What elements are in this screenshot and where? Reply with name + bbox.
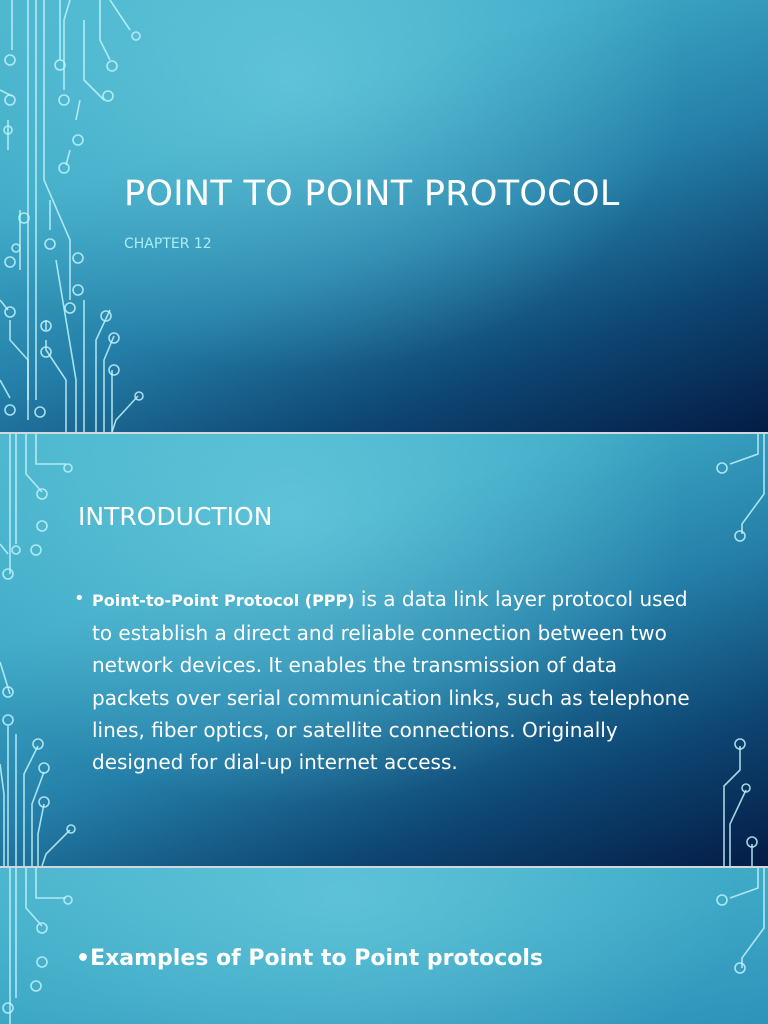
circuit-decoration-icon [0,0,160,432]
slide-title-heading: POINT TO POINT PROTOCOL [124,174,620,214]
slide-examples [0,868,768,1024]
slide-introduction [0,434,768,866]
bullet-paragraph [74,583,694,778]
slide-heading: INTRODUCTION [78,502,273,531]
slide-title [0,0,768,432]
bullet-text: Examples of Point to Point protocols [90,946,544,971]
bullet-text: is a data link layer protocol used to establish a direct and reliable connection between two network devices. It enables the transmission of data packets over serial communication links, such as telephone lines, fiber optics, or satellite connections. Originally designed for dial-up internet access. [92,587,690,775]
bullet-icon: • [76,946,91,971]
slide-subtitle: CHAPTER 12 [124,236,212,252]
examples-bullet [76,946,543,971]
bullet-term: Point-to-Point Protocol (PPP) [92,591,355,610]
bullet-icon: • [74,588,85,609]
